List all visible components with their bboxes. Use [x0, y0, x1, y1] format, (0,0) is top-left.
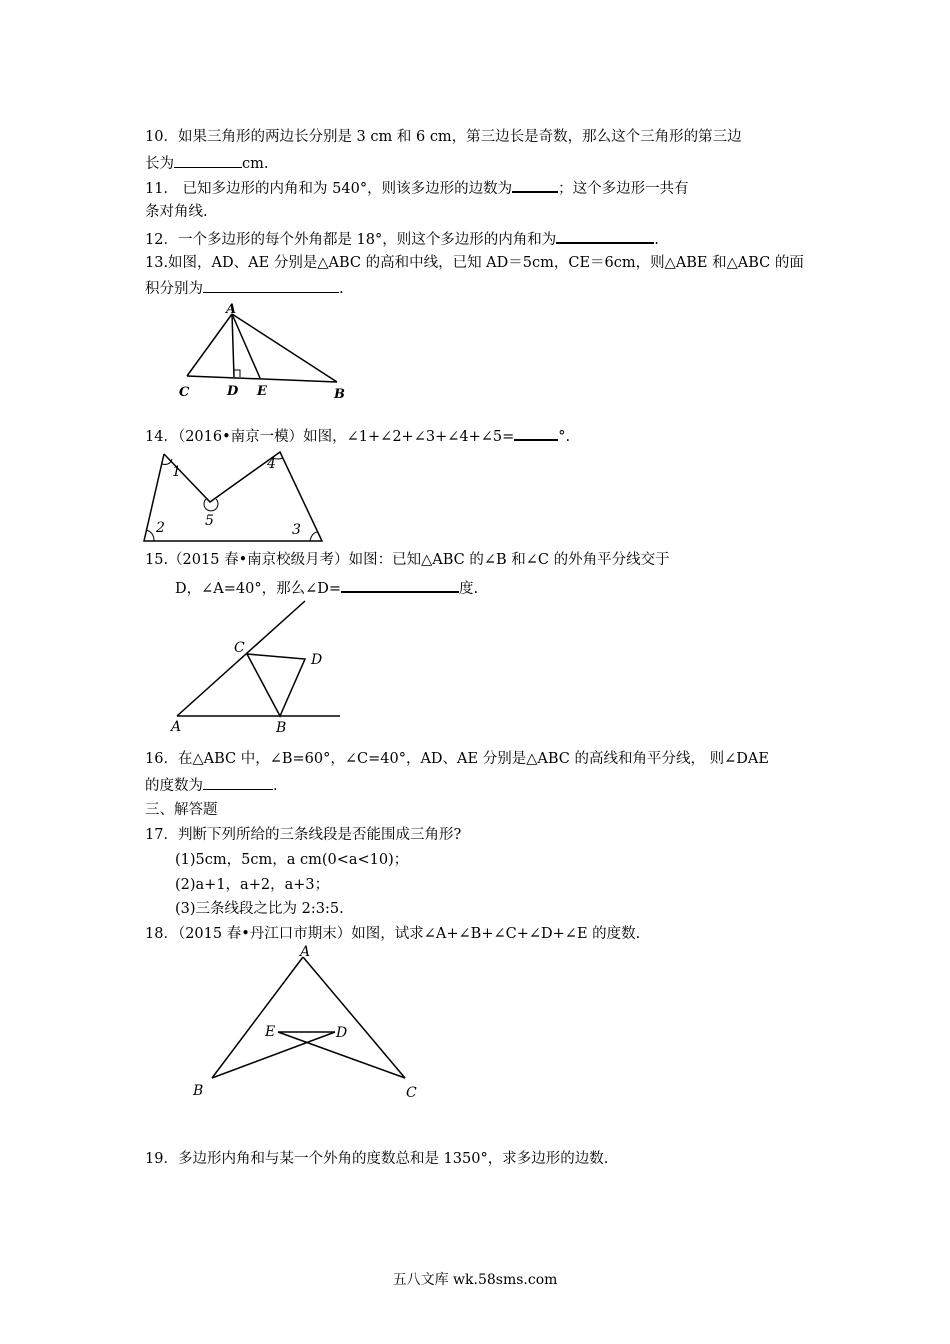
- q17-item-3: (3)三条线段之比为 2:3:5.: [175, 901, 344, 917]
- q14-angle-arc-2: [146, 530, 154, 541]
- q13-label-d: D: [227, 384, 239, 399]
- q15-label-c: C: [234, 640, 245, 656]
- q16-line2: [145, 775, 278, 796]
- q14-angle-arc-3: [310, 532, 318, 541]
- q18-line-ab: [212, 957, 303, 1078]
- q16-post: .: [273, 778, 278, 794]
- q11-post: ；这个多边形一共有: [558, 181, 689, 197]
- q13-line2: [145, 278, 344, 299]
- q13-label-e: E: [257, 384, 267, 399]
- q14-answer-blank: [514, 425, 558, 441]
- q16-pre: 的度数为: [145, 778, 203, 794]
- q15-post: 度.: [459, 581, 479, 597]
- q14-label-5: 5: [205, 513, 214, 529]
- q13-answer-blank: [203, 278, 339, 293]
- q13-label-c: C: [179, 385, 190, 400]
- page-footer: 五八文库 wk.58sms.com: [392, 1272, 558, 1288]
- q13-side-ab: [232, 314, 337, 382]
- q10-post: cm.: [242, 156, 269, 172]
- q15-label-a: A: [171, 719, 182, 735]
- q13-pre: 积分别为: [145, 281, 203, 297]
- q13-label-b: B: [334, 387, 345, 402]
- q15-pre: D，∠A=40°，那么∠D=: [175, 581, 342, 597]
- q13-side-cb: [187, 376, 337, 382]
- q13-post: .: [339, 281, 344, 297]
- q16-answer-blank: [203, 775, 273, 790]
- q15-triangle-bcd: [247, 654, 305, 716]
- q11-line2: 条对角线.: [145, 204, 208, 220]
- q12-post: .: [654, 232, 659, 248]
- q18-text: 18．（2015 春•丹江口市期末）如图，试求∠A+∠B+∠C+∠D+∠E 的度数.: [145, 926, 641, 942]
- q18-label-a: A: [300, 944, 311, 960]
- q15-answer-blank: [341, 577, 459, 593]
- q12-pre: 12．一个多边形的每个外角都是 18°，则这个多边形的内角和为: [145, 232, 557, 248]
- q10-line1: 10．如果三角形的两边长分别是 3 cm 和 6 cm，第三边长是奇数，那么这个三角形的第三边: [145, 129, 742, 145]
- q11-pre: 11． 已知多边形的内角和为 540°，则该多边形的边数为: [145, 181, 513, 197]
- q15-line1: 15.（2015 春•南京校级月考）如图：已知△ABC 的∠B 和∠C 的外角平分线交于: [145, 552, 670, 568]
- q13-right-angle-mark: [234, 370, 240, 377]
- q18-figure: [185, 940, 435, 1100]
- q11-line1: [145, 177, 689, 199]
- q14-figure: [140, 446, 330, 546]
- q15-label-d: D: [311, 652, 323, 668]
- q10-line2: [145, 153, 268, 174]
- q14-label-3: 3: [292, 522, 301, 538]
- q19-text: 19．多边形内角和与某一个外角的度数总和是 1350°，求多边形的边数.: [145, 1151, 609, 1167]
- q14-line: [145, 425, 570, 447]
- q10-answer-blank: [174, 153, 242, 168]
- q14-label-1: 1: [172, 464, 181, 480]
- q11-answer-blank: [512, 177, 558, 193]
- q15-figure: [165, 595, 355, 740]
- q18-label-e: E: [265, 1024, 276, 1040]
- q15-label-b: B: [276, 720, 287, 736]
- q13-side-ac: [187, 314, 232, 376]
- q14-label-4: 4: [267, 456, 276, 472]
- q12-answer-blank: [556, 228, 654, 244]
- q13-altitude-ad: [232, 314, 234, 377]
- q13-label-a: A: [226, 302, 237, 317]
- q16-line1: 16．在△ABC 中，∠B=60°，∠C=40°，AD、AE 分别是△ABC 的高线和角平分线， 则∠DAE: [145, 751, 769, 767]
- q13-figure: [170, 300, 360, 405]
- section-3-heading: 三、解答题: [145, 802, 218, 818]
- q13-line1: 13.如图，AD、AE 分别是△ABC 的高和中线，已知 AD＝5cm，CE＝6cm，则△ABE 和△ABC 的面: [145, 255, 804, 271]
- q17-item-1: (1)5cm，5cm，a cm(0<a<10)；: [175, 852, 409, 868]
- q15-ray-ac: [177, 601, 305, 716]
- q14-pre: 14．（2016•南京一模）如图，∠1+∠2+∠3+∠4+∠5=: [145, 429, 515, 445]
- q18-label-b: B: [193, 1083, 204, 1099]
- q18-label-d: D: [336, 1025, 348, 1041]
- q14-label-2: 2: [156, 520, 165, 536]
- q17-item-2: (2)a+1，a+2，a+3；: [175, 877, 330, 893]
- q12-line: [145, 228, 659, 250]
- q14-post: °.: [558, 429, 571, 445]
- q10-pre: 长为: [145, 156, 174, 172]
- q17-title: 17．判断下列所给的三条线段是否能围成三角形?: [145, 827, 462, 843]
- q18-label-c: C: [406, 1085, 417, 1101]
